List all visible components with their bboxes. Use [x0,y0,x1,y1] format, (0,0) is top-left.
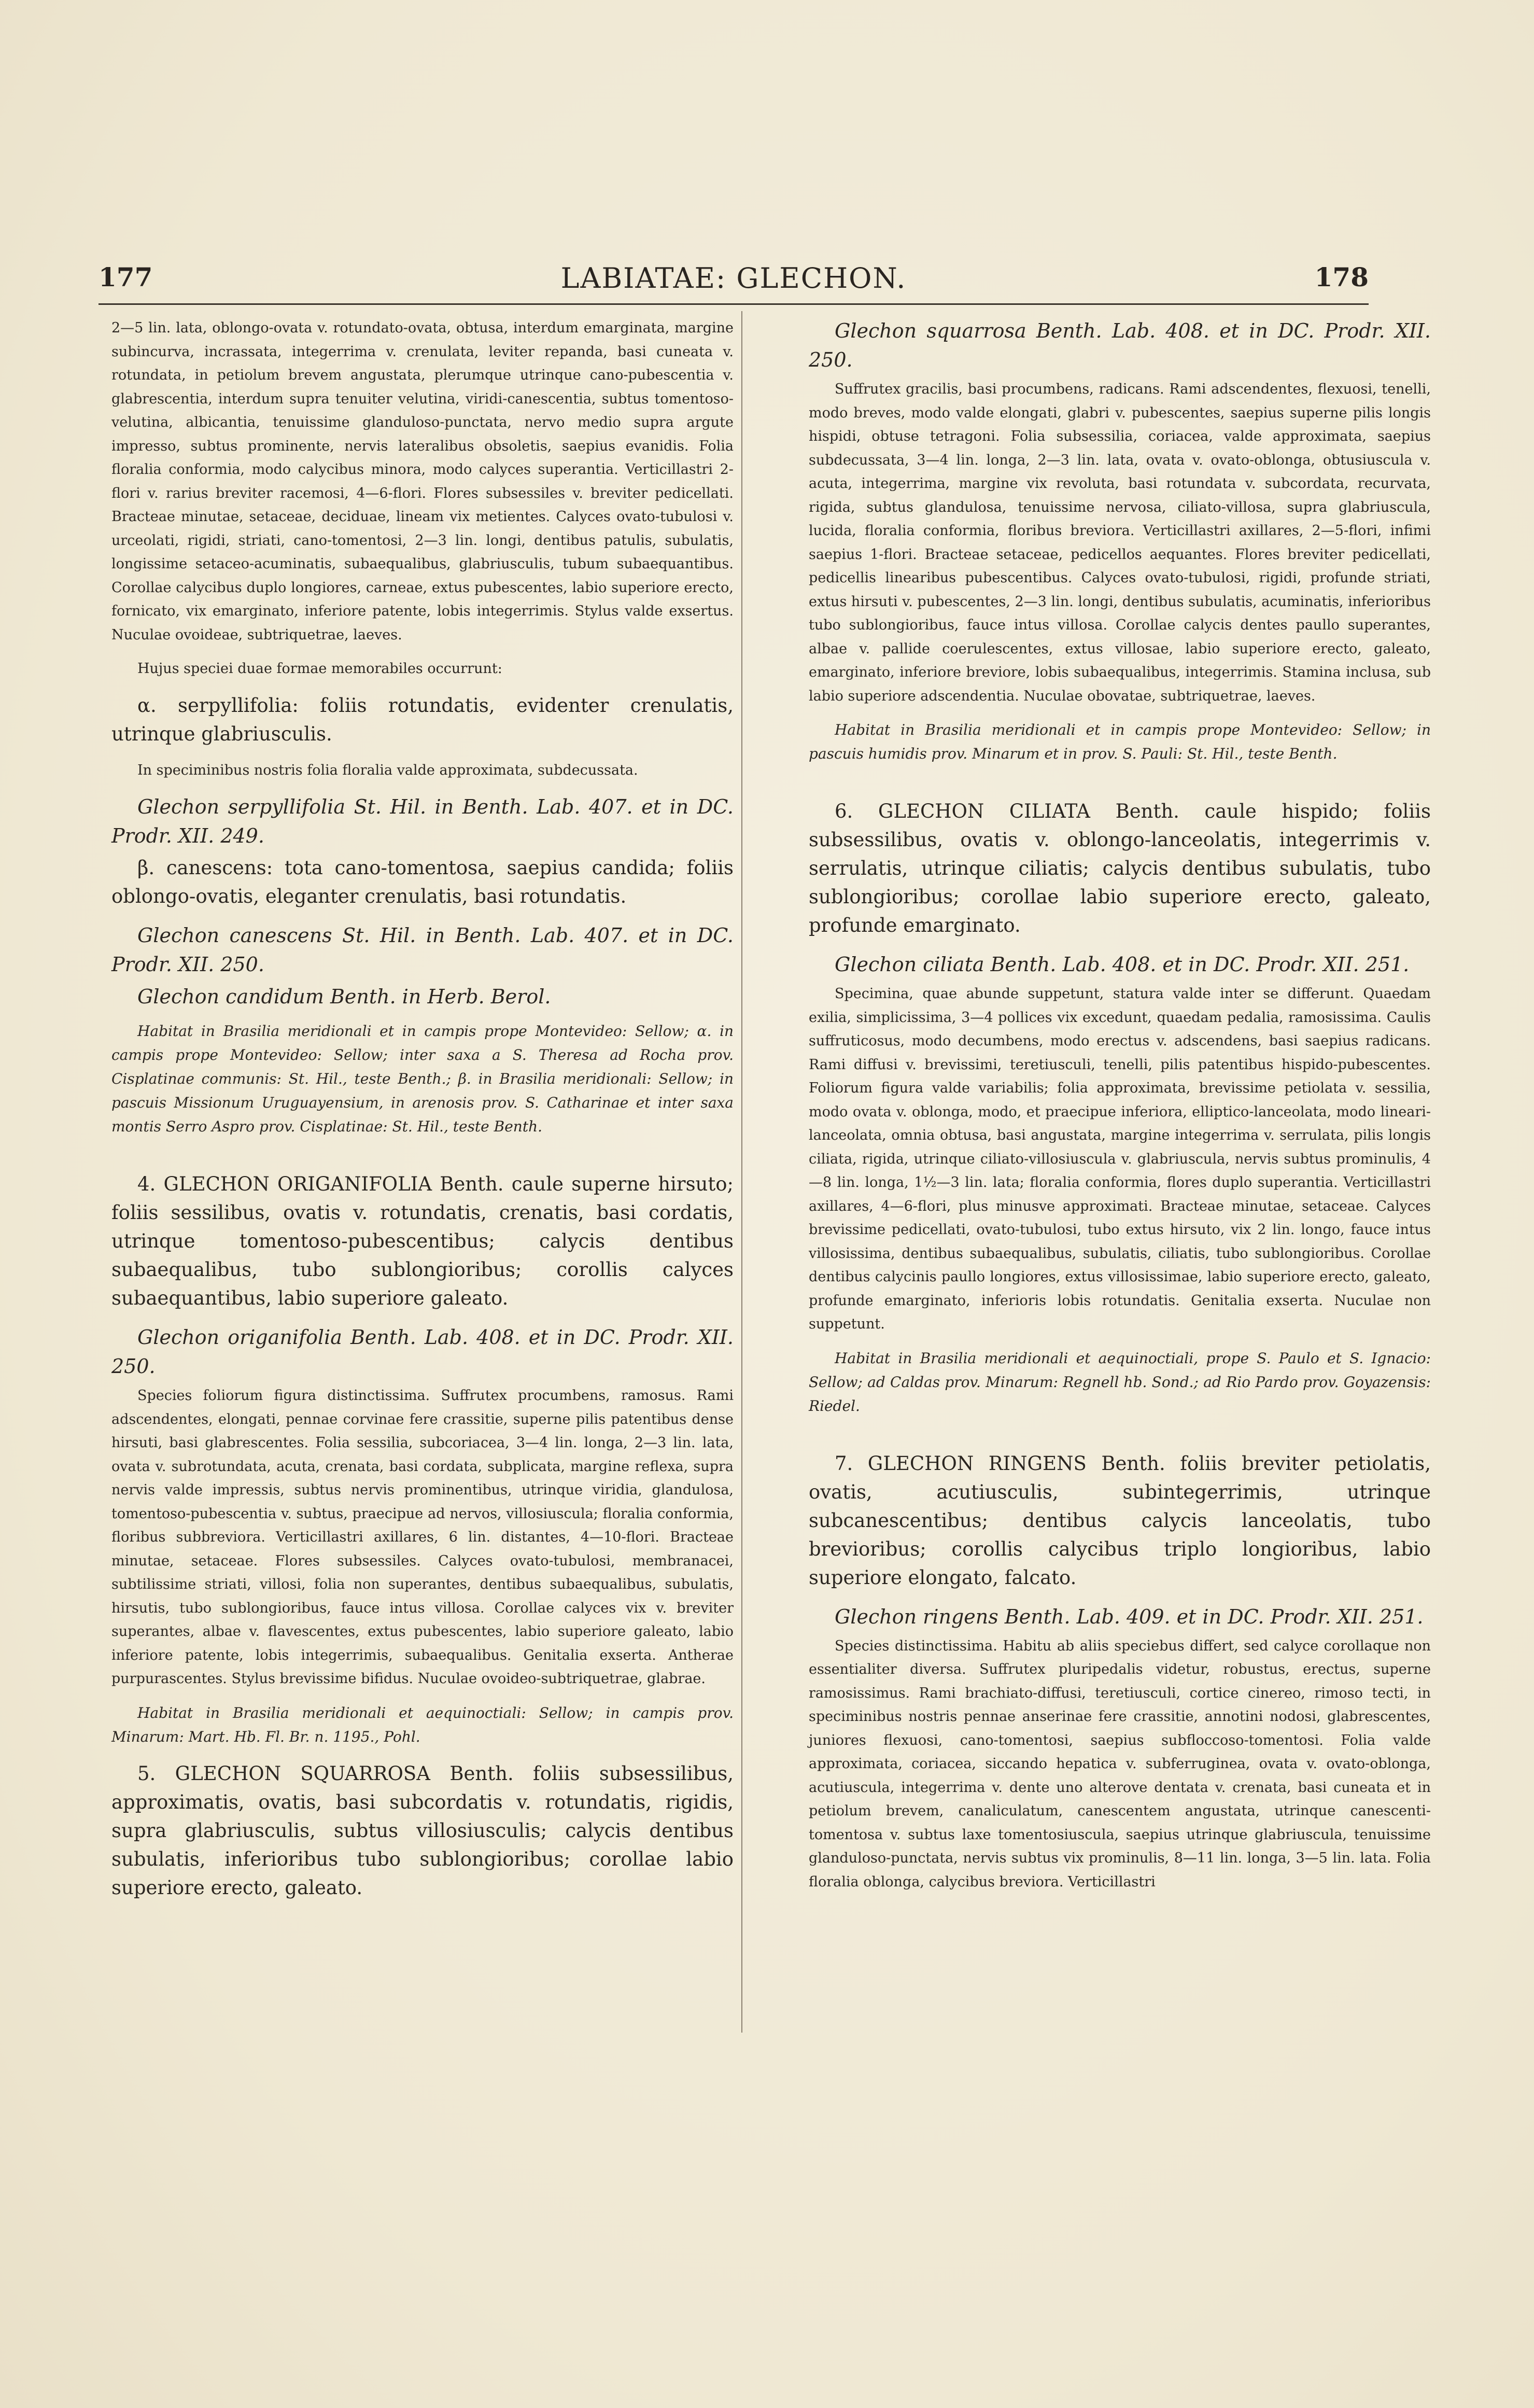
species-diagnosis-6: 6. GLECHON CILIATA Benth. caule hispido; foliis subsessilibus, ovatis v. oblongo-lanceolatis, integerrimis v. serrulatis, utrinque ciliatis; calycis dentibus subulatis, tubo sublongioribus; corollae labio superiore erecto, galeato, profunde emarginato. [809,800,1431,936]
page-number-right: 178 [1314,262,1369,292]
synonym: Glechon canescens St. Hil. in Benth. Lab. 407. et in DC. Prodr. XII. 250. [111,924,734,976]
description-paragraph: Specimina, quae abunde suppetunt, statura valde inter se differunt. Quaedam exilia, simplicissima, 3—4 pollices vix excedunt, quaedam pedalia, ramosissima. Caulis suffruticosus, modo decumbens, modo erectus v. adscendens, basi saepius radicans. Rami diffusi v. brevissimi, teretiusculi, tenelli, pilis patentibus hispido-pubescentes. Foliorum figura valde variabilis; folia approximata, brevissime petiolata v. sessilia, modo ovata v. oblonga, modo, et praecipue inferiora, elliptico-lanceolata, modo lineari-lanceolata, omnia obtusa, basi angustata, margine integerrima v. serrulata, pilis longis ciliata, rigida, utrinque ciliato-villosiuscula v. glabriuscula, nervis subtus prominulis, 4—8 lin. longa, 1½—3 lin. lata; floralia conformia, flores duplo superantia. Verticillastri axillares, 4—6-flori, plus minusve approximati. Bracteae minutae, setaceae. Calyces brevissime pedicellati, ovato-tubulosi, tubo extus hirsuto, vix 2 lin. longo, fauce intus villosissima, dentibus subaequalibus, subulatis, ciliatis, tubo sublongioribus. Corollae dentibus calycinis paullo longiores, extus villosissimae, labio superiore erecto, galeato, profunde emarginato, inferioris lobis rotundatis. Genitalia exserta. Nuculae non suppetunt. [809,986,1431,1332]
species-diagnosis-5: 5. GLECHON SQUARROSA Benth. foliis subsessilibus, approximatis, ovatis, basi subcordatis v. rotundatis, rigidis, supra glabriusculis, subtus villosiusculis; calycis dentibus subulatis, inferioribus tubo sublongioribus; corollae labio superiore erecto, galeato. [111,1762,734,1899]
synonym: Glechon candidum Benth. in Herb. Berol. [137,985,551,1008]
synonym: Glechon squarrosa Benth. Lab. 408. et in DC. Prodr. XII. 250. [809,319,1431,371]
description-paragraph: Species foliorum figura distinctissima. Suffrutex procumbens, ramosus. Rami adscendentes, elongati, pennae corvinae fere crassitie, superne pilis patentibus dense hirsuti, basi glabrescentes. Folia sessilia, subcoriacea, 3—4 lin. longa, 2—3 lin. lata, ovata v. subrotundata, acuta, crenata, basi cordata, subplicata, margine reflexa, supra nervis valde impressis, subtus nervis prominentibus, utrinque viridia, glandulosa, tomentoso-pubescentia v. subtus, praecipue ad nervos, villosiuscula; floralia conformia, floribus subbreviora. Verticillastri axillares, 6 lin. distantes, 4—10-flori. Bracteae minutae, setaceae. Flores subsessiles. Calyces ovato-tubulosi, membranacei, subtilissime striati, villosi, folia non superantes, dentibus subaequalibus, subulatis, hirsutis, tubo sublongioribus, fauce intus villosa. Corollae calyces vix v. breviter superantes, albae v. flavescentes, extus pubescentes, labio superiore galeato, labio inferiore patente, lobis integerrimis, subaequalibus. Genitalia exserta. Antherae purpurascentes. Stylus brevissime bifidus. Nuculae ovoideo-subtriquetrae, glabrae. [111,1388,734,1687]
left-column [111,316,734,1912]
description-paragraph: Suffrutex gracilis, basi procumbens, radicans. Rami adscendentes, flexuosi, tenelli, modo breves, modo valde elongati, glabri v. pubescentes, saepius superne pilis longis hispidi, obtuse tetragoni. Folia subsessilia, coriacea, valde approximata, saepius subdecussata, 3—4 lin. longa, 2—3 lin. lata, ovata v. ovato-oblonga, obtusiuscula v. acuta, integerrima, margine vix revoluta, basi rotundata v. subcordata, recurvata, rigida, subtus glandulosa, tenuissime nervosa, ciliato-villosa, supra glabriuscula, lucida, floralia conformia, floribus breviora. Verticillastri axillares, 2—5-flori, infimi saepius 1-flori. Bracteae setaceae, pedicellos aequantes. Flores breviter pedicellati, pedicellis linearibus pubescentibus. Calyces ovato-tubulosi, rigidi, profunde striati, extus hirsuti v. pubescentes, 2—3 lin. longi, dentibus subulatis, acuminatis, inferioribus tubo sublongioribus, fauce intus villosa. Corollae calycis dentes paullo superantes, albae v. pallide coerulescentes, extus villosae, labio superiore erecto, galeato, emarginato, inferiore breviore, lobis subaequalibus, integerrimis. Stamina inclusa, sub labio superiore adscendentia. Nuculae obovatae, subtriquetrae, laeves. [809,381,1431,704]
column-divider [741,311,742,2033]
habitat-paragraph: Habitat in Brasilia meridionali et aequinoctiali, prope S. Paulo et S. Ignacio: Sellow; ad Caldas prov. Minarum: Regnell hb. Sond.; ad Rio Pardo prov. Goyazensis: Riedel. [809,1349,1431,1415]
habitat-paragraph: Habitat in Brasilia meridionali et in campis prope Montevideo: Sellow; in pascuis humidis prov. Minarum et in prov. S. Pauli: St. Hil., teste Benth. [809,721,1431,762]
header-rule [98,303,1369,305]
synonym: Glechon ringens Benth. Lab. 409. et in DC. Prodr. XII. 251. [835,1605,1424,1628]
page-header [98,262,1369,298]
page-number-left: 177 [98,262,153,292]
forms-intro: Hujus speciei duae formae memorabiles occurrunt: [137,661,502,677]
synonym: Glechon origanifolia Benth. Lab. 408. et in DC. Prodr. XII. 250. [111,1326,734,1378]
species-diagnosis-4: 4. GLECHON ORIGANIFOLIA Benth. caule superne hirsuto; foliis sessilibus, ovatis v. rotundatis, crenatis, basi cordatis, utrinque tomentoso-pubescentibus; calycis dentibus subaequalibus, tubo sublongioribus; corollis calyces subaequantibus, labio superiore galeato. [111,1173,734,1309]
description-paragraph: Species distinctissima. Habitu ab aliis speciebus differt, sed calyce corollaque non essentialiter diversa. Suffrutex pluripedalis videtur, robustus, erectus, superne ramosissimus. Rami brachiato-diffusi, teretiusculi, cortice cinereo, rimoso tecti, in speciminibus nostris pennae anserinae fere crassitie, annotini nodosi, glabrescentes, juniores flexuosi, cano-tomentosi, saepius subfloccoso-tomentosi. Folia valde approximata, coriacea, siccando hepatica v. subferruginea, ovata v. ovato-oblonga, acutiuscula, integerrima v. dente uno alterove dentata v. crenata, basi cuneata et in petiolum brevem, canaliculatum, canescentem angustata, utrinque canescenti-tomentosa v. subtus laxe tomentosiuscula, saepius utrinque glabriuscula, tenuissime glanduloso-punctata, nervis subtus vix prominulis, 8—11 lin. longa, 3—5 lin. lata. Folia floralia oblonga, calycibus breviora. Verticillastri [809,1637,1431,1890]
right-column [809,316,1431,1904]
synonym: Glechon serpyllifolia St. Hil. in Benth. Lab. 407. et in DC. Prodr. XII. 249. [111,795,734,847]
variety-beta: β. canescens: tota cano-tomentosa, saepius candida; foliis oblongo-ovatis, eleganter crenulatis, basi rotundatis. [111,857,734,907]
variety-note: In speciminibus nostris folia floralia valde approximata, subdecussata. [137,762,638,778]
description-paragraph: 2—5 lin. lata, oblongo-ovata v. rotundato-ovata, obtusa, interdum emarginata, margine subincurva, incrassata, integerrima v. crenulata, leviter repanda, basi cuneata v. rotundata, in petiolum brevem angustata, plerumque utrinque cano-pubescentia v. glabrescentia, interdum supra tenuiter velutina, viridi-canescentia, subtus tomentoso-velutina, albicantia, tenuissime glanduloso-punctata, nervo medio supra argute impresso, subtus prominente, nervis lateralibus obsoletis, saepius evanidis. Folia floralia conformia, modo calycibus minora, modo calyces superantia. Verticillastri 2-flori v. rarius breviter racemosi, 4—6-flori. Flores subsessiles v. breviter pedicellati. Bracteae minutae, setaceae, deciduae, lineam vix metientes. Calyces ovato-tubulosi v. urceolati, rigidi, striati, cano-tomentosi, 2—3 lin. longi, dentibus patulis, subulatis, longissime setaceo-acuminatis, subaequalibus, glabriusculis, tubum subaequantibus. Corollae calycibus duplo longiores, carneae, extus pubescentes, labio superiore erecto, fornicato, vix emarginato, inferiore patente, lobis integerrimis. Stylus valde exsertus. Nuculae ovoideae, subtriquetrae, laeves. [111,320,734,643]
running-title: LABIATAE: GLECHON. [560,262,907,295]
habitat-paragraph: Habitat in Brasilia meridionali et in campis prope Montevideo: Sellow; α. in campis prope Montevideo: Sellow; inter saxa a S. Theresa ad Rocha prov. Cisplatinae communis: St. Hil., teste Benth.; β. in Brasilia meridionali: Sellow; in pascuis Missionum Uruguayensium, in arenosis prov. S. Catharinae et inter saxa montis Serro Aspro prov. Cisplatinae: St. Hil., teste Benth. [111,1023,734,1135]
species-diagnosis-7: 7. GLECHON RINGENS Benth. foliis breviter petiolatis, ovatis, acutiusculis, subintegerrimis, utrinque subcanescentibus; dentibus calycis lanceolatis, tubo brevioribus; corollis calycibus triplo longioribus, labio superiore elongato, falcato. [809,1452,1431,1589]
variety-alpha: α. serpyllifolia: foliis rotundatis, evidenter crenulatis, utrinque glabriusculis. [111,694,734,745]
habitat-paragraph: Habitat in Brasilia meridionali et aequinoctiali: Sellow; in campis prov. Minarum: Mart. Hb. Fl. Br. n. 1195., Pohl. [111,1704,734,1745]
synonym: Glechon ciliata Benth. Lab. 408. et in DC. Prodr. XII. 251. [835,953,1410,976]
